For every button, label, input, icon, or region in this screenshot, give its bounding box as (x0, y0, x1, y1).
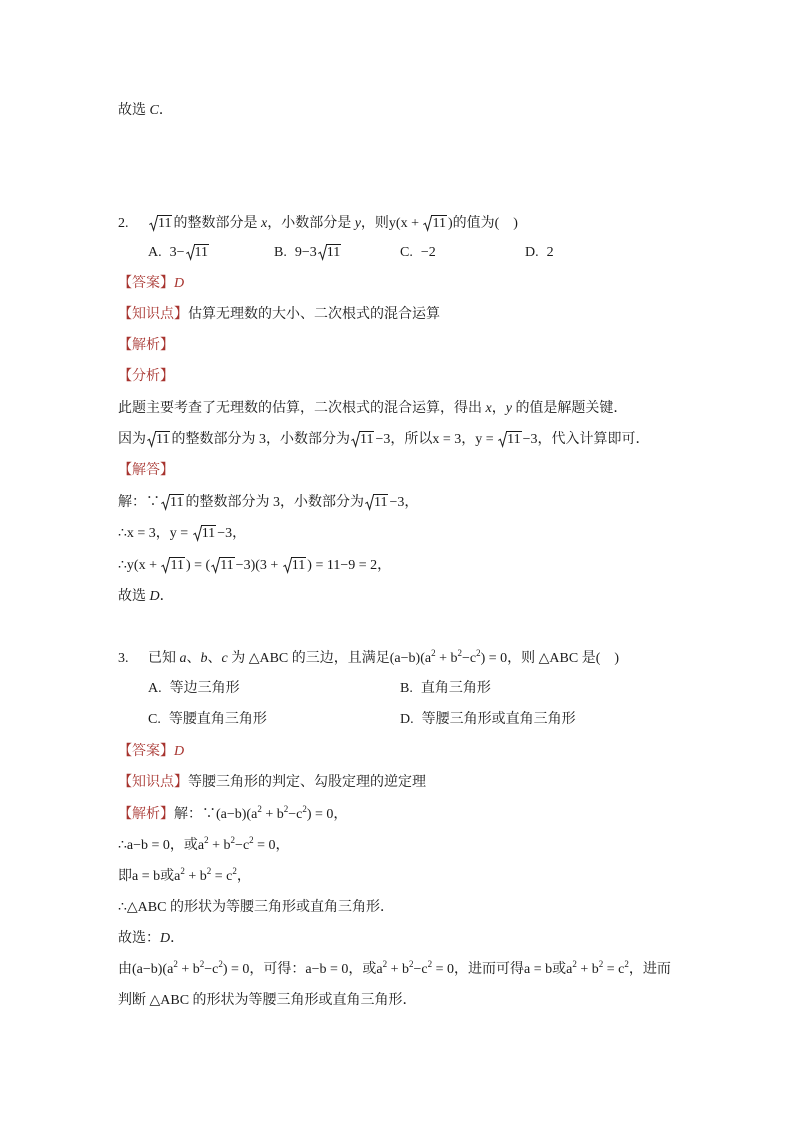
previous-conclusion-line (118, 101, 173, 121)
solution-text: ∴x = 3，y = (118, 526, 192, 541)
exponent: 2 (572, 959, 577, 969)
radical-sign-icon (161, 557, 170, 573)
option-text: 等腰直角三角形 (168, 712, 267, 727)
option-math: 3− (169, 245, 185, 260)
solution-text: −3， (389, 495, 419, 510)
solution-text: 解：∵(a−b)(a (174, 807, 258, 822)
exponent: 2 (382, 959, 388, 969)
solution-text: 故选 (118, 589, 150, 604)
option-value: 2 (546, 245, 554, 260)
analysis-text: 因为 (118, 432, 146, 447)
option-label: C. (148, 712, 161, 727)
solution-text: ) = ( (185, 558, 211, 573)
sqrt-expression (351, 431, 374, 447)
radicand: 11 (158, 216, 172, 231)
option-c (148, 710, 267, 730)
solution-text: + b (261, 807, 284, 822)
exponent: 2 (598, 959, 604, 969)
sqrt-expression (283, 557, 306, 573)
punctuation: ． (159, 589, 174, 604)
solution-text: = c (211, 869, 233, 884)
option-value: −2 (420, 245, 436, 260)
exponent: 2 (624, 959, 629, 969)
solution-text: + b (184, 869, 207, 884)
solution-line-1 (118, 493, 418, 513)
exponent: 2 (409, 959, 414, 969)
exponent: 2 (180, 866, 185, 876)
solution-line-2 (118, 524, 246, 544)
option-math: 9−3 (294, 245, 317, 260)
knowledge-point-text: 估算无理数的大小、二次根式的混合运算 (188, 307, 440, 322)
radical-sign-icon (498, 431, 507, 447)
option-a (148, 243, 210, 263)
solution-heading (118, 461, 174, 481)
radical-sign-icon (365, 494, 374, 510)
radicand: 11 (156, 432, 170, 447)
explanation-line-7 (118, 991, 417, 1011)
solution-text: 由(a−b)(a (118, 962, 174, 977)
option-c (400, 243, 436, 263)
radical-sign-icon (193, 525, 202, 541)
solution-text: 判断 △ABC 的形状为等腰三角形或直角三角形． (118, 993, 417, 1008)
exponent: 2 (218, 959, 223, 969)
solution-text: −c (413, 962, 428, 977)
radicand: 11 (201, 526, 216, 541)
radical-sign-icon (147, 431, 156, 447)
radicand: 11 (432, 216, 446, 231)
solution-text: ，进而 (628, 962, 671, 977)
sqrt-expression (498, 431, 521, 447)
explanation-line-6 (118, 960, 671, 980)
option-label: A. (148, 245, 162, 260)
variable-x: x (260, 216, 268, 231)
solution-line-4 (118, 587, 174, 607)
stem-text: ) = 0，则 △ABC 是( ) (480, 651, 620, 666)
analysis-text: 的值是解题关键． (511, 401, 628, 416)
exponent: 2 (173, 959, 178, 969)
radical-sign-icon (318, 244, 327, 260)
explanation-line-2 (118, 836, 290, 856)
option-a (148, 679, 240, 699)
variable-b: b (200, 651, 208, 666)
exponent: 2 (204, 835, 209, 845)
variable-y: y (505, 401, 512, 416)
solution-text: + b (177, 962, 200, 977)
solution-text: + b (576, 962, 599, 977)
analysis-text: 的整数部分为 3，小数部分为 (171, 432, 350, 447)
stem-text: 的整数部分是 (173, 216, 261, 231)
option-label: D. (400, 712, 414, 727)
solution-text: −c (204, 962, 219, 977)
stem-text: )的值为( ) (447, 216, 518, 231)
solution-text: ∴△ABC 的形状为等腰三角形或直角三角形． (118, 900, 394, 915)
sqrt-expression (161, 494, 184, 510)
option-text: 等边三角形 (169, 681, 240, 696)
option-d (400, 710, 576, 730)
analysis-text: −3，所以x = 3，y = (375, 432, 498, 447)
solution-text: = 0， (253, 838, 290, 853)
option-label: C. (400, 245, 413, 260)
solution-text: = 0，进而可得a = b或a (432, 962, 573, 977)
exponent: 2 (302, 804, 307, 814)
solution-text: −c (288, 807, 303, 822)
exponent: 2 (431, 648, 436, 658)
answer-value: D (174, 276, 185, 291)
sqrt-expression (365, 494, 388, 510)
exponent: 2 (257, 804, 262, 814)
solution-text: 解：∵ (118, 495, 160, 510)
radical-sign-icon (161, 494, 170, 510)
option-label: B. (400, 681, 413, 696)
analysis-label: 【分析】 (118, 369, 174, 384)
solution-label: 【解答】 (118, 463, 174, 478)
analysis-line-1 (118, 399, 627, 419)
radicand: 11 (359, 432, 374, 447)
stem-math: y(x + (388, 216, 423, 231)
explanation-label: 【解析】 (118, 338, 174, 353)
analysis-text: ， (491, 401, 506, 416)
stem-text: 为 △ABC 的三边，且满足(a−b)(a (227, 651, 432, 666)
explanation-heading (118, 336, 174, 356)
variable-c: c (221, 651, 228, 666)
variable-a: a (179, 651, 187, 666)
explanation-label: 【解析】 (118, 807, 174, 822)
chosen-option: D (149, 589, 160, 604)
question-2-stem (118, 214, 518, 234)
exponent: 2 (476, 648, 481, 658)
explanation-line-3 (118, 867, 251, 887)
sqrt-expression (193, 525, 216, 541)
solution-text: ∴a−b = 0，或a (118, 838, 205, 853)
sqrt-expression (147, 431, 170, 447)
explanation-line-5 (118, 929, 184, 949)
radicand: 11 (326, 245, 341, 260)
radical-sign-icon (186, 244, 195, 260)
knowledge-point-label: 【知识点】 (118, 775, 188, 790)
punctuation: ． (158, 103, 173, 118)
radicand: 11 (373, 495, 388, 510)
chosen-option: D (160, 931, 171, 946)
solution-text: 的整数部分为 3，小数部分为 (185, 495, 364, 510)
solution-text: ∴y(x + (118, 558, 161, 573)
knowledge-point-line (118, 305, 440, 325)
sqrt-expression (186, 244, 209, 260)
radicand: 11 (291, 558, 306, 573)
variable-x: x (485, 401, 492, 416)
radical-sign-icon (423, 215, 432, 231)
radicand: 11 (194, 245, 209, 260)
answer-label: 【答案】 (118, 744, 174, 759)
option-d (525, 243, 554, 263)
question-3-stem (118, 649, 619, 669)
exponent: 2 (206, 866, 212, 876)
stem-text: 、 (207, 651, 222, 666)
solution-text: −3， (217, 526, 247, 541)
explanation-line-1 (118, 805, 347, 825)
knowledge-point-text: 等腰三角形的判定、勾股定理的逆定理 (188, 775, 426, 790)
analysis-heading (118, 367, 174, 387)
analysis-text: 此题主要考查了无理数的估算，二次根式的混合运算，得出 (118, 401, 486, 416)
stem-text: ，则 (360, 216, 389, 231)
stem-text: 已知 (148, 651, 180, 666)
answer-value: D (174, 744, 185, 759)
exponent: 2 (427, 959, 433, 969)
solution-text: = c (603, 962, 625, 977)
radicand: 11 (220, 558, 234, 573)
solution-text: −c (235, 838, 250, 853)
option-text: 等腰三角形或直角三角形 (421, 712, 576, 727)
solution-text: ) = 11−9 = 2， (307, 558, 392, 573)
radical-sign-icon (283, 557, 292, 573)
sqrt-expression (211, 557, 234, 573)
solution-text: −3)(3 + (235, 558, 282, 573)
solution-text: ) = 0，可得：a−b = 0，或a (222, 962, 383, 977)
option-label: B. (274, 245, 287, 260)
exponent: 2 (283, 804, 289, 814)
stem-text: −c (462, 651, 477, 666)
knowledge-point-label: 【知识点】 (118, 307, 188, 322)
solution-text: + b (208, 838, 231, 853)
stem-text: 、 (186, 651, 201, 666)
solution-text: 故选： (118, 931, 160, 946)
analysis-line-2 (118, 430, 650, 450)
sqrt-expression (318, 244, 341, 260)
option-b (400, 679, 491, 699)
stem-text: ，小数部分是 (267, 216, 355, 231)
radicand: 11 (170, 558, 184, 573)
chosen-option: C (149, 103, 159, 118)
conclusion-text: 故选 (118, 103, 150, 118)
option-b (274, 243, 342, 263)
question-number: 2. (118, 216, 129, 231)
radicand: 11 (170, 495, 184, 510)
solution-text: 即a = b或a (118, 869, 181, 884)
exponent: 2 (199, 959, 205, 969)
answer-line (118, 742, 184, 762)
punctuation: ． (170, 931, 185, 946)
stem-text: + b (435, 651, 458, 666)
option-label: A. (148, 681, 162, 696)
solution-text: ， (236, 869, 251, 884)
question-number: 3. (118, 651, 129, 666)
exponent: 2 (457, 648, 462, 658)
knowledge-point-line (118, 773, 426, 793)
solution-text: + b (387, 962, 410, 977)
sqrt-expression (423, 215, 446, 231)
option-label: D. (525, 245, 539, 260)
radical-sign-icon (211, 557, 220, 573)
radicand: 11 (507, 432, 521, 447)
sqrt-expression (161, 557, 184, 573)
sqrt-expression (149, 215, 172, 231)
answer-line (118, 274, 184, 294)
answer-label: 【答案】 (118, 276, 174, 291)
radical-sign-icon (351, 431, 360, 447)
option-text: 直角三角形 (420, 681, 491, 696)
explanation-line-4 (118, 898, 394, 918)
exponent: 2 (232, 866, 237, 876)
exponent: 2 (249, 835, 254, 845)
analysis-text: −3，代入计算即可． (522, 432, 650, 447)
exponent: 2 (230, 835, 236, 845)
variable-y: y (354, 216, 361, 231)
solution-line-3 (118, 556, 391, 576)
radical-sign-icon (149, 215, 158, 231)
solution-text: ) = 0， (306, 807, 348, 822)
